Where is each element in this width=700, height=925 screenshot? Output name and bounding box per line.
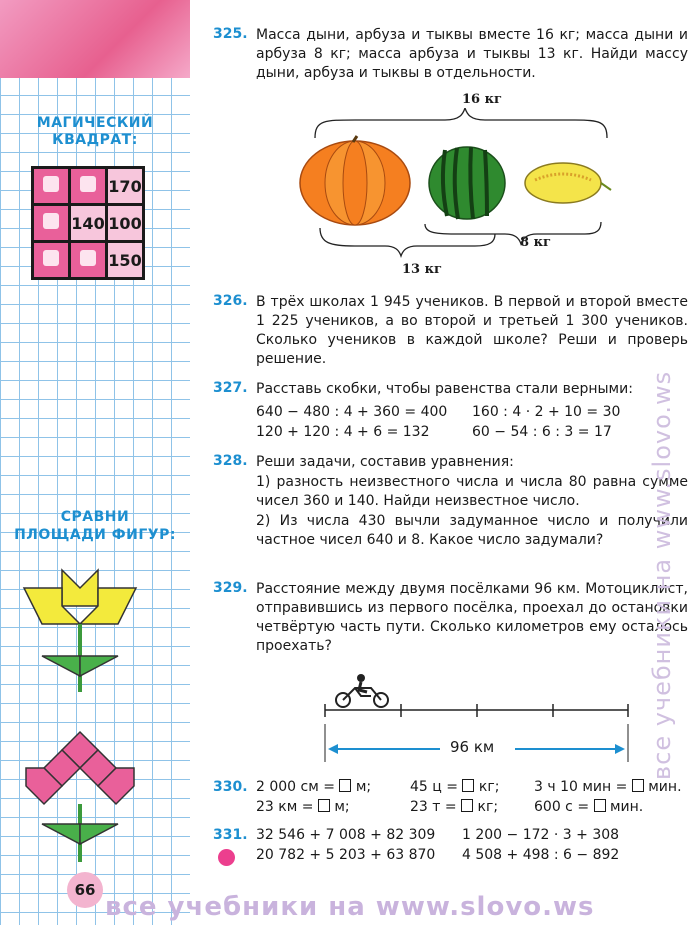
task-325-text: Масса дыни, арбуза и тыквы вместе 16 кг; масса дыни и арбуза 8 кг; масса арбуза и тыквы 13 кг. Найди массу дыни, арбуза и тыквы в отдельности. (256, 27, 688, 81)
decorative-pink-block (0, 0, 190, 78)
task-326-text: В трёх школах 1 945 учеников. В первой и второй вместе 1 225 учеников, а во второй и третьей 1 300 учеников. Сколько учеников в каждой школе? Реши и проверь решение. (256, 294, 688, 367)
equation: 60 − 54 : 6 : 3 = 17 (472, 424, 612, 440)
yellow-flower-figure (22, 560, 142, 695)
task-328-number: 328. (213, 453, 248, 469)
expression: 20 782 + 5 203 + 63 870 (256, 847, 436, 863)
magic-square (31, 166, 145, 280)
label-16kg: 16 кг (462, 92, 502, 107)
task-326-number: 326. (213, 293, 248, 309)
melon-watermelon-pumpkin-illustration (295, 108, 635, 268)
expression: 32 546 + 7 008 + 82 309 (256, 827, 436, 843)
magic-cell: 100 (107, 205, 144, 242)
conversion-item: 45 ц = кг; (410, 779, 500, 795)
compare-title-line2: ПЛОЩАДИ ФИГУР: (14, 527, 176, 543)
magic-cell (70, 168, 107, 205)
task-329-text: Расстояние между двумя посёлками 96 км. Мотоциклист, отправившись из первого посёлка, проехал до остановки четвёртую часть пути. Сколько километров ему осталось проехать? (256, 581, 688, 654)
watermark-bottom: все учебники на www.slovo.ws (105, 892, 595, 922)
equation: 120 + 120 : 4 + 6 = 132 (256, 424, 430, 440)
task-327-text: Расставь скобки, чтобы равенства стали верными: (256, 381, 633, 397)
task-331-number: 331. (213, 827, 248, 843)
expression: 4 508 + 498 : 6 − 892 (462, 847, 620, 863)
task-328-problem-2: 2) Из числа 430 вычли задуманное число и получили частное чисел 640 и 8. Какое число задумали? (256, 513, 688, 548)
equation: 640 − 480 : 4 + 360 = 400 (256, 404, 448, 420)
label-13kg: 13 кг (402, 262, 442, 277)
conversion-item: 600 с = мин. (534, 799, 644, 815)
conversion-item: 23 т = кг; (410, 799, 499, 815)
difficulty-marker-icon (218, 849, 235, 866)
conversion-item: 3 ч 10 мин = мин. (534, 779, 682, 795)
task-328-text: Реши задачи, составив уравнения: (256, 454, 514, 470)
magic-cell: 150 (107, 242, 144, 279)
conversion-item: 23 км = м; (256, 799, 350, 815)
task-329-number: 329. (213, 580, 248, 596)
magic-cell: 170 (107, 168, 144, 205)
task-330-number: 330. (213, 779, 248, 795)
conversion-item: 2 000 см = м; (256, 779, 372, 795)
magic-cell (33, 168, 70, 205)
task-325-number: 325. (213, 26, 248, 42)
label-8kg: 8 кг (520, 235, 551, 250)
magic-square-title-line2: КВАДРАТ: (52, 132, 138, 148)
expression: 1 200 − 172 · 3 + 308 (462, 827, 620, 843)
motorcycle-icon (336, 674, 388, 707)
magic-cell: 140 (70, 205, 107, 242)
distance-label: 96 км (450, 738, 495, 756)
magic-cell (70, 242, 107, 279)
page-number: 66 (67, 872, 103, 908)
task-328-problem-1: 1) разность неизвестного числа и числа 80 равна сумме чисел 360 и 140. Найди неизвестное число. (256, 474, 688, 509)
equation: 160 : 4 · 2 + 10 = 30 (472, 404, 621, 420)
watermark-side: все учебники на www.slovo.ws (648, 370, 676, 780)
compare-title-line1: СРАВНИ (60, 509, 130, 525)
magic-cell (33, 242, 70, 279)
magic-cell (33, 205, 70, 242)
magic-square-title-line1: МАГИЧЕСКИЙ (36, 115, 154, 131)
task-327-number: 327. (213, 380, 248, 396)
pink-flower-figure (22, 728, 142, 863)
